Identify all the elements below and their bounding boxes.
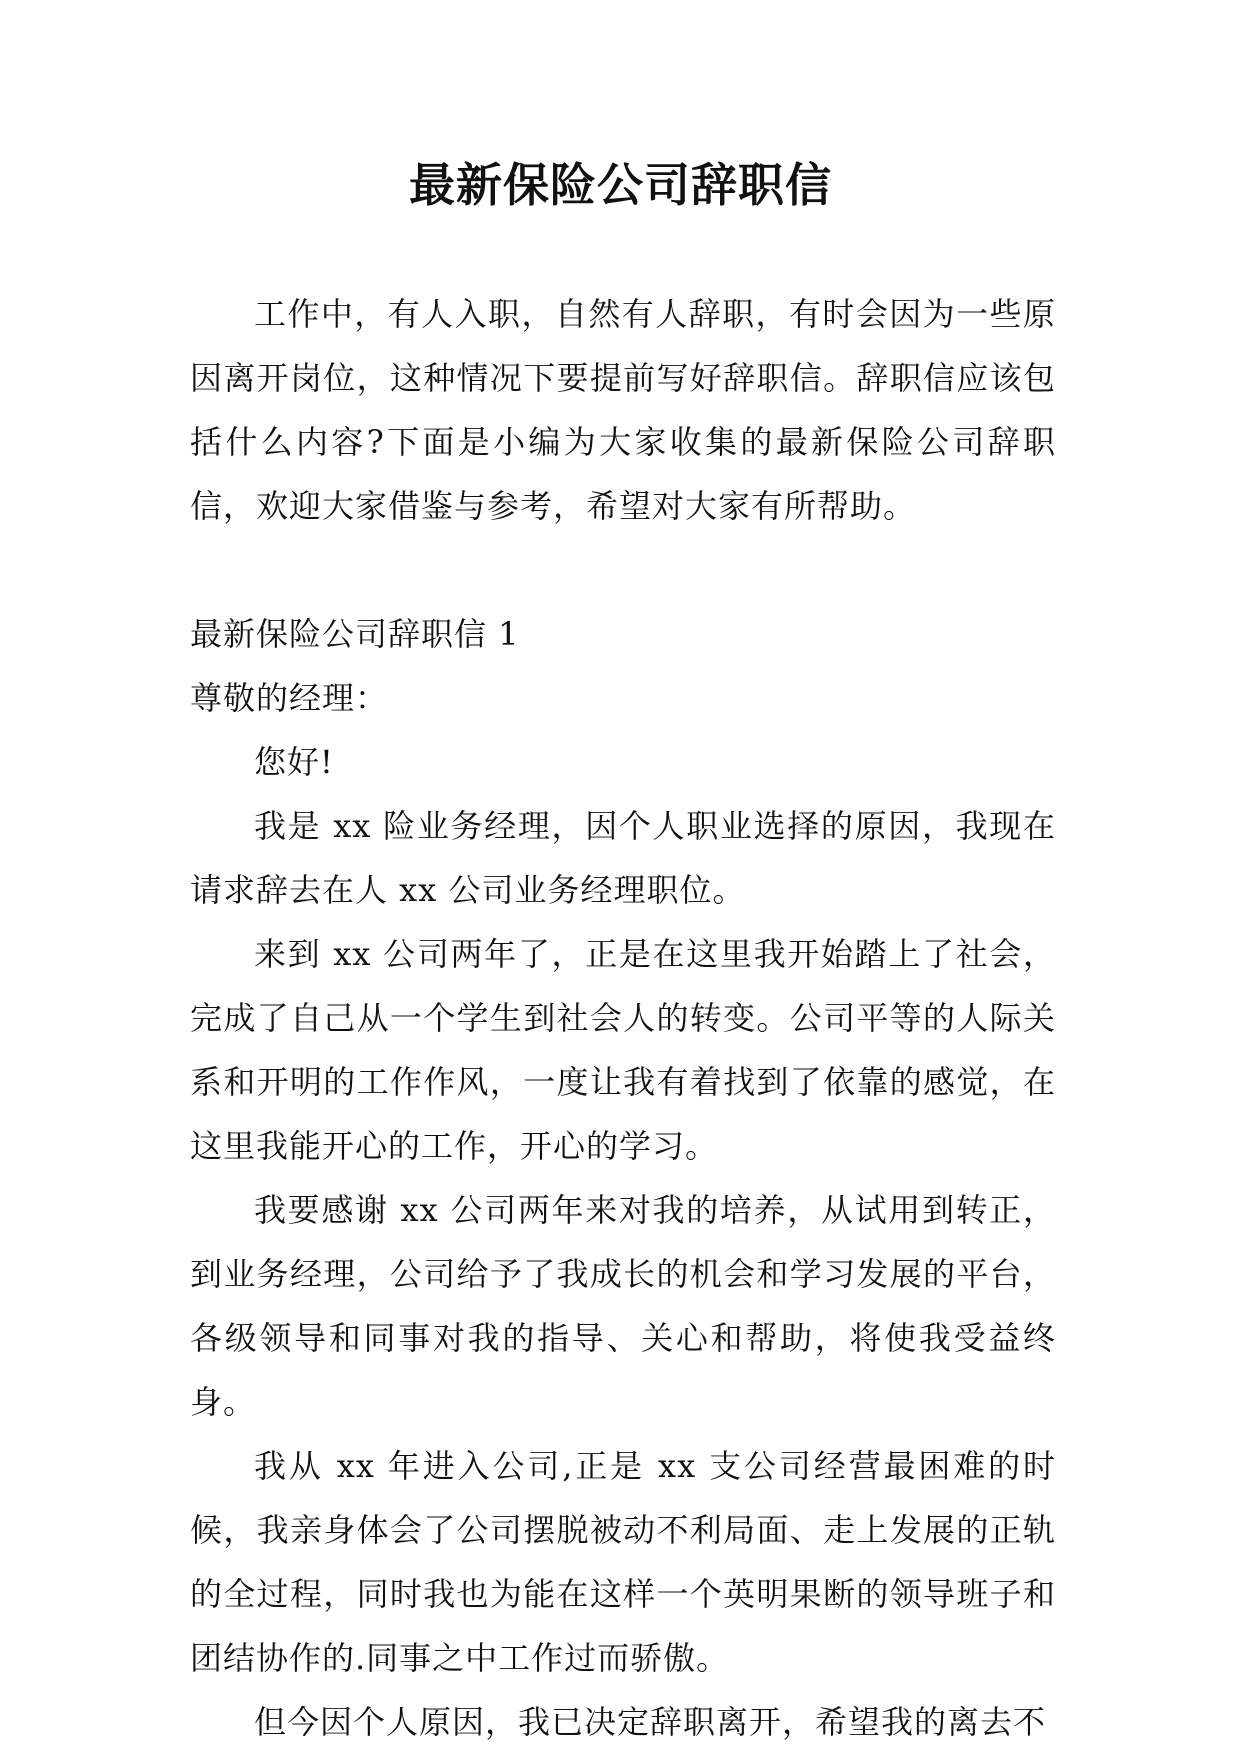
body-paragraph: 我要感谢 xx 公司两年来对我的培养，从试用到转正，到业务经理，公司给予了我成长的机会和学习发展的平台，各级领导和同事对我的指导、关心和帮助，将使我受益终身。 bbox=[190, 1191, 1056, 1421]
greeting: 您好! bbox=[254, 743, 334, 781]
section-heading: 最新保险公司辞职信 1 bbox=[190, 615, 520, 653]
document-body bbox=[190, 282, 1056, 1754]
spacer bbox=[190, 538, 1056, 602]
body-paragraph: 来到 xx 公司两年了，正是在这里我开始踏上了社会，完成了自己从一个学生到社会人的转变。公司平等的人际关系和开明的工作作风，一度让我有着找到了依靠的感觉，在这里我能开心的工作，开心的学习。 bbox=[190, 935, 1056, 1165]
body-paragraph: 但今因个人原因，我已决定辞职离开，希望我的离去不 bbox=[254, 1703, 1047, 1741]
body-paragraph: 我从 xx 年进入公司,正是 xx 支公司经营最困难的时候，我亲身体会了公司摆脱被动不利局面、走上发展的正轨的全过程，同时我也为能在这样一个英明果断的领导班子和团结协作的.同事之中工作过而骄傲。 bbox=[190, 1447, 1056, 1677]
intro-paragraph: 工作中，有人入职，自然有人辞职，有时会因为一些原因离开岗位，这种情况下要提前写好辞职信。辞职信应该包括什么内容?下面是小编为大家收集的最新保险公司辞职信，欢迎大家借鉴与参考，希望对大家有所帮助。 bbox=[190, 295, 1056, 525]
document-title: 最新保险公司辞职信 bbox=[409, 158, 832, 212]
salutation: 尊敬的经理： bbox=[190, 679, 389, 717]
body-paragraph: 我是 xx 险业务经理，因个人职业选择的原因，我现在请求辞去在人 xx 公司业务经理职位。 bbox=[190, 807, 1056, 909]
